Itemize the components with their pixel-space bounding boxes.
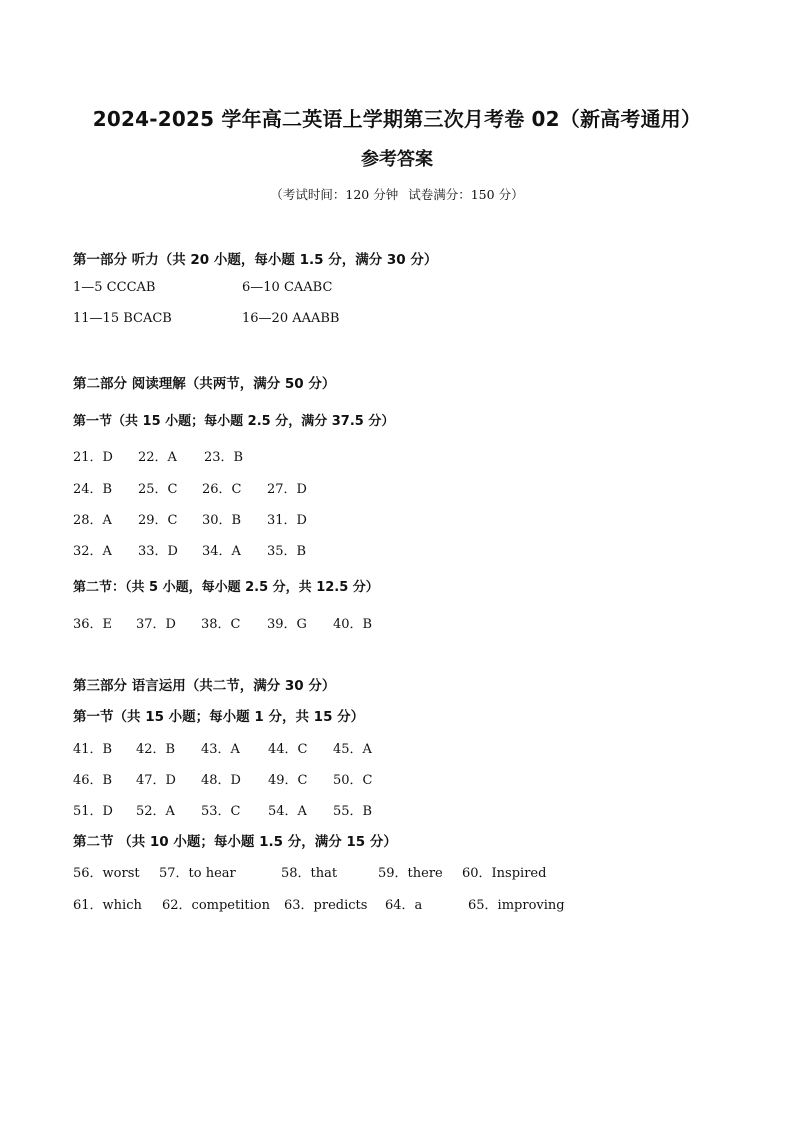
answer-item: 39．G: [267, 617, 307, 632]
part3-section1-heading: 第一节（共 15 小题；每小题 1 分，共 15 分）: [73, 709, 365, 725]
answer-group: 1—5 CCCAB: [73, 280, 156, 295]
answer-item: 55．B: [333, 804, 373, 819]
answer-item: 26．C: [202, 482, 242, 497]
full-score: 试卷满分：150 分）: [408, 187, 524, 202]
answer-item: 43．A: [201, 742, 240, 757]
answer-item: 46．B: [73, 773, 113, 788]
part3-section2-heading: 第二节 （共 10 小题；每小题 1.5 分，满分 15 分）: [73, 834, 397, 850]
answer-item: 24．B: [73, 482, 113, 497]
answer-item: 48．D: [201, 773, 241, 788]
part2-heading: 第二部分 阅读理解（共两节，满分 50 分）: [73, 376, 336, 392]
answer-item: 31．D: [267, 513, 307, 528]
answer-item: 32．A: [73, 544, 112, 559]
answer-item: 65．improving: [468, 898, 565, 913]
answer-item: 54．A: [268, 804, 307, 819]
answer-item: 38．C: [201, 617, 241, 632]
document-title: 2024-2025 学年高二英语上学期第三次月考卷 02（新高考通用）: [92, 107, 702, 131]
answer-item: 49．C: [268, 773, 308, 788]
answer-item: 59．there: [378, 866, 443, 881]
answer-item: 50．C: [333, 773, 373, 788]
answer-item: 29．C: [138, 513, 178, 528]
answer-item: 61．which: [73, 898, 142, 913]
part3-heading: 第三部分 语言运用（共二节，满分 30 分）: [73, 678, 336, 694]
answer-item: 25．C: [138, 482, 178, 497]
answer-item: 60．Inspired: [462, 866, 547, 881]
answer-item: 30．B: [202, 513, 242, 528]
answer-item: 23．B: [204, 450, 244, 465]
answer-item: 41．B: [73, 742, 113, 757]
answer-item: 36．E: [73, 617, 113, 632]
answer-item: 52．A: [136, 804, 175, 819]
exam-info: [0, 185, 794, 203]
answer-item: 62．competition: [162, 898, 270, 913]
answer-item: 63．predicts: [284, 898, 368, 913]
answer-item: 56．worst: [73, 866, 140, 881]
answer-item: 57．to hear: [159, 866, 236, 881]
part2-section2-heading: 第二节：（共 5 小题，每小题 2.5 分，共 12.5 分）: [73, 580, 379, 595]
answer-item: 64．a: [385, 898, 423, 913]
answer-item: 22．A: [138, 450, 177, 465]
answer-group: 16—20 AAABB: [242, 311, 340, 326]
answer-item: 34．A: [202, 544, 241, 559]
document-subtitle: 参考答案: [361, 149, 433, 170]
answer-item: 40．B: [333, 617, 373, 632]
part1-heading: 第一部分 听力（共 20 小题，每小题 1.5 分，满分 30 分）: [73, 252, 438, 268]
answer-group: 11—15 BCACB: [73, 311, 172, 326]
answer-item: 58．that: [281, 866, 338, 881]
answer-item: 53．C: [201, 804, 241, 819]
answer-group: 6—10 CAABC: [242, 280, 333, 295]
answer-item: 47．D: [136, 773, 176, 788]
answer-item: 42．B: [136, 742, 176, 757]
answer-item: 35．B: [267, 544, 307, 559]
answer-item: 21．D: [73, 450, 113, 465]
answer-item: 37．D: [136, 617, 176, 632]
exam-time: （考试时间：120 分钟: [270, 187, 399, 202]
answer-item: 45．A: [333, 742, 372, 757]
answer-item: 33．D: [138, 544, 178, 559]
part2-section1-heading: 第一节（共 15 小题；每小题 2.5 分，满分 37.5 分）: [73, 414, 395, 429]
answer-item: 28．A: [73, 513, 112, 528]
answer-item: 51．D: [73, 804, 113, 819]
answer-item: 44．C: [268, 742, 308, 757]
answer-item: 27．D: [267, 482, 307, 497]
